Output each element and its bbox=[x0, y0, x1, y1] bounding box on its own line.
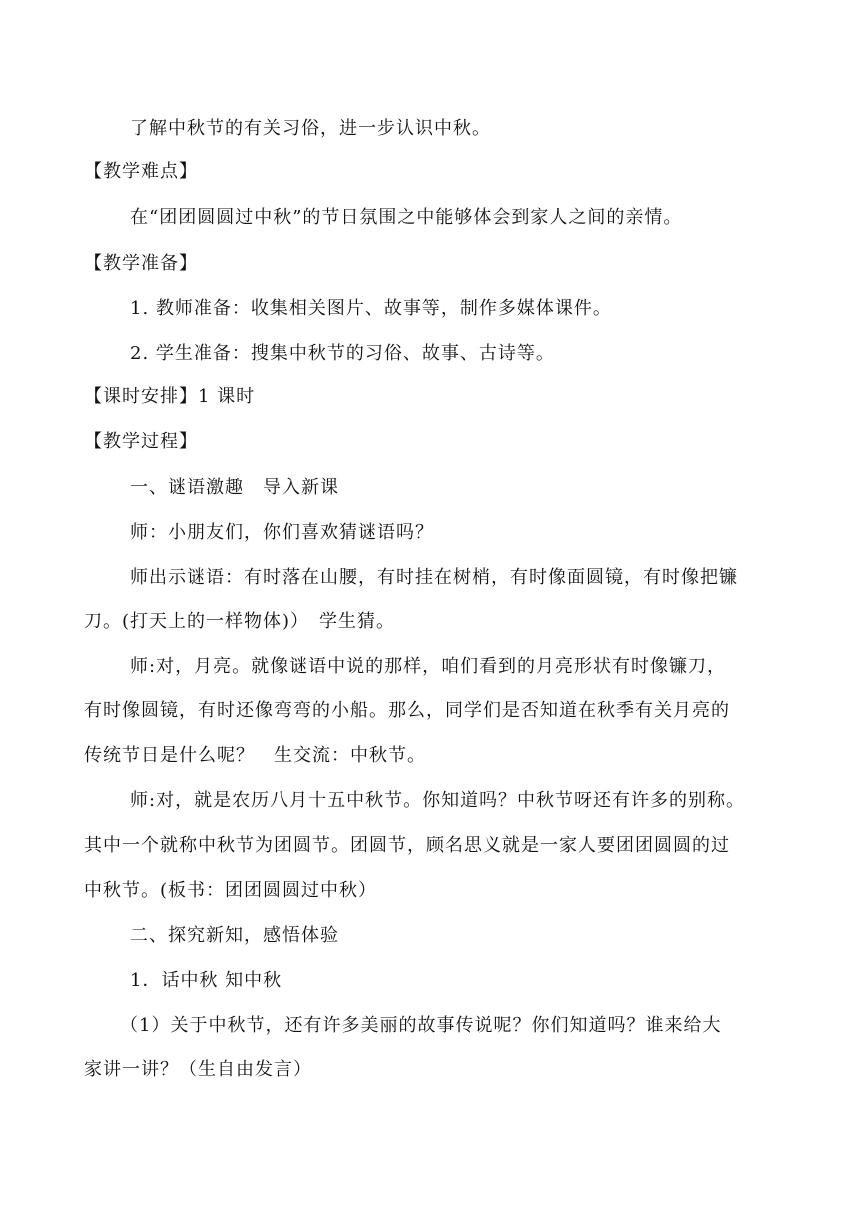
list-item: 2. 学生准备：搜集中秋节的习俗、故事、古诗等。 bbox=[130, 343, 555, 364]
subsection-heading: 1．话中秋 知中秋 bbox=[130, 970, 283, 991]
section-heading-difficulty: 【教学难点】 bbox=[84, 161, 198, 182]
subsection-heading: 一、谜语激趣 导入新课 bbox=[130, 477, 339, 498]
section-heading-process: 【教学过程】 bbox=[84, 431, 198, 452]
paragraph-line: （1）关于中秋节，还有许多美丽的故事传说呢？你们知道吗？谁来给大 bbox=[120, 1015, 722, 1036]
paragraph-line: 师:对，就是农历八月十五中秋节。你知道吗？中秋节呀还有许多的别称。 bbox=[130, 790, 746, 811]
paragraph-line: 在“团团圆圆过中秋”的节日氛围之中能够体会到家人之间的亲情。 bbox=[130, 207, 683, 228]
paragraph-line: 中秋节。(板书：团团圆圆过中秋） bbox=[84, 880, 378, 901]
paragraph-line: 有时像圆镜，有时还像弯弯的小船。那么，同学们是否知道在秋季有关月亮的 bbox=[84, 700, 730, 721]
paragraph-line: 家讲一讲？（生自由发言） bbox=[84, 1059, 312, 1080]
subsection-heading: 二、探究新知，感悟体验 bbox=[130, 925, 339, 946]
paragraph-line: 其中一个就称中秋节为团圆节。团圆节，顾名思义就是一家人要团团圆圆的过 bbox=[84, 835, 730, 856]
paragraph-line: 刀。(打天上的一样物体)） 学生猜。 bbox=[84, 611, 396, 632]
paragraph-line: 传统节日是什么呢？ 生交流：中秋节。 bbox=[84, 745, 426, 766]
paragraph-line: 师:对，月亮。就像谜语中说的那样，咱们看到的月亮形状有时像镰刀， bbox=[130, 656, 727, 677]
paragraph-line: 师出示谜语：有时落在山腰，有时挂在树梢，有时像面圆镜，有时像把镰 bbox=[130, 567, 738, 588]
section-heading-schedule: 【课时安排】1 课时 bbox=[84, 386, 256, 407]
paragraph-line: 师：小朋友们，你们喜欢猜谜语吗？ bbox=[130, 522, 434, 543]
paragraph-line: 了解中秋节的有关习俗，进一步认识中秋。 bbox=[130, 118, 491, 139]
section-heading-preparation: 【教学准备】 bbox=[84, 253, 198, 274]
list-item: 1. 教师准备：收集相关图片、故事等，制作多媒体课件。 bbox=[130, 298, 612, 319]
